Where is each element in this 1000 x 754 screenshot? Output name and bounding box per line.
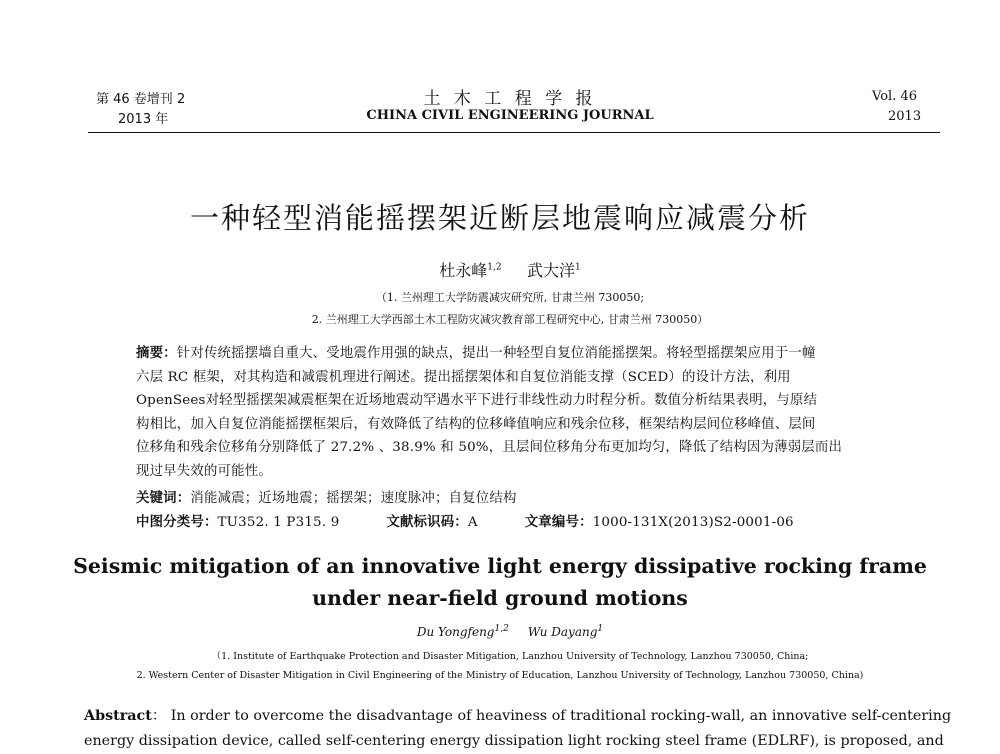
affiliation-en-2: 2. Western Center of Disaster Mitigation in Civil Engineering of the Ministry of Education, Lanzhou University of Technology, Lanzhou 730050, China) <box>136 670 864 681</box>
volume-en: Vol. 46 <box>872 89 917 104</box>
abstract-en-colon: ： <box>151 708 167 724</box>
authors-en <box>300 624 720 639</box>
author-cn-2: 武大洋 <box>527 261 576 280</box>
abstract-cn-line: 六层 RC 框架，对其构造和减震机理进行阐述。提出摇摆架体和自复位消能支撑（SCED）的设计方法，利用 <box>136 369 791 385</box>
author-en-2-sup: 1 <box>597 624 604 634</box>
header-rule <box>88 132 940 133</box>
paper-title-en-line: under near-field ground motions <box>312 586 688 610</box>
abstract-cn <box>136 342 896 483</box>
keywords-cn-label: 关键词： <box>136 490 191 506</box>
author-en-1-sup: 1,2 <box>494 624 509 634</box>
affiliation-en-1: （1. Institute of Earthquake Protection and Disaster Mitigation, Lanzhou University of Technology, Lanzhou 730050, China; <box>211 651 809 662</box>
abstract-cn-line: 现过早失效的可能性。 <box>136 463 272 479</box>
author-cn-1: 杜永峰 <box>439 261 488 280</box>
article-no-label: 文章编号： <box>524 514 593 530</box>
clc-label: 中图分类号： <box>136 514 218 530</box>
journal-title-cn: 土 木 工 程 学 报 <box>423 89 597 109</box>
journal-title-en: CHINA CIVIL ENGINEERING JOURNAL <box>366 108 654 123</box>
article-no-value: 1000-131X(2013)S2-0001-06 <box>592 515 794 530</box>
abstract-en-line: energy dissipation device, called self-centering energy dissipation light rocking steel frame (EDLRF), is proposed, and <box>84 733 944 749</box>
authors-cn <box>300 258 720 281</box>
affiliation-cn-1: （1. 兰州理工大学防震减灾研究所, 甘肃兰州 730050; <box>375 291 645 304</box>
author-en-2: Wu Dayang <box>527 625 598 639</box>
classification-line <box>136 511 794 535</box>
affiliation-cn-2: 2. 兰州理工大学西部土木工程防灾减灾教育部工程研究中心, 甘肃兰州 730050） <box>311 313 709 326</box>
abstract-en <box>84 704 952 754</box>
author-cn-2-sup: 1 <box>575 262 581 273</box>
abstract-en-line: In order to overcome the disadvantage of heaviness of traditional rocking-wall, an innovative self-centering <box>170 708 952 724</box>
keywords-cn-text: 消能减震；近场地震；摇摆架；速度脉冲；自复位结构 <box>190 491 517 506</box>
keywords-cn <box>136 487 517 511</box>
paper-title-en <box>60 550 940 614</box>
volume-cn: 第 46 卷增刊 2 <box>96 92 186 107</box>
abstract-cn-line: 针对传统摇摆墙自重大、受地震作用强的缺点，提出一种轻型自复位消能摇摆架。将轻型摇摆架应用于一幢 <box>176 346 816 361</box>
paper-title-cn: 一种轻型消能摇摆架近断层地震响应减震分析 <box>189 201 810 235</box>
author-cn-1-sup: 1,2 <box>487 262 502 273</box>
abstract-cn-line: 位移角和残余位移角分别降低了 27.2% 、38.9% 和 50%，且层间位移角分布更加均匀，降低了结构因为薄弱层而出 <box>136 440 843 455</box>
author-en-1: Du Yongfeng <box>416 625 495 639</box>
doc-code-label: 文献标识码： <box>386 514 468 530</box>
abstract-cn-line: OpenSees对轻型摇摆架减震框架在近场地震动罕遇水平下进行非线性动力时程分析。数值分析结果表明，与原结 <box>136 393 818 408</box>
clc-value: TU352. 1 P315. 9 <box>217 515 340 530</box>
paper-title-en-line: Seismic mitigation of an innovative light energy dissipative rocking frame <box>73 554 927 578</box>
year-cn: 2013 年 <box>118 112 169 127</box>
year-en: 2013 <box>888 109 922 124</box>
abstract-cn-line: 构相比，加入自复位消能摇摆框架后，有效降低了结构的位移峰值响应和残余位移，框架结构层间位移峰值、层间 <box>136 416 816 432</box>
abstract-cn-label: 摘要： <box>136 345 177 361</box>
doc-code-value: A <box>467 515 478 530</box>
abstract-en-label: Abstract <box>84 708 152 724</box>
